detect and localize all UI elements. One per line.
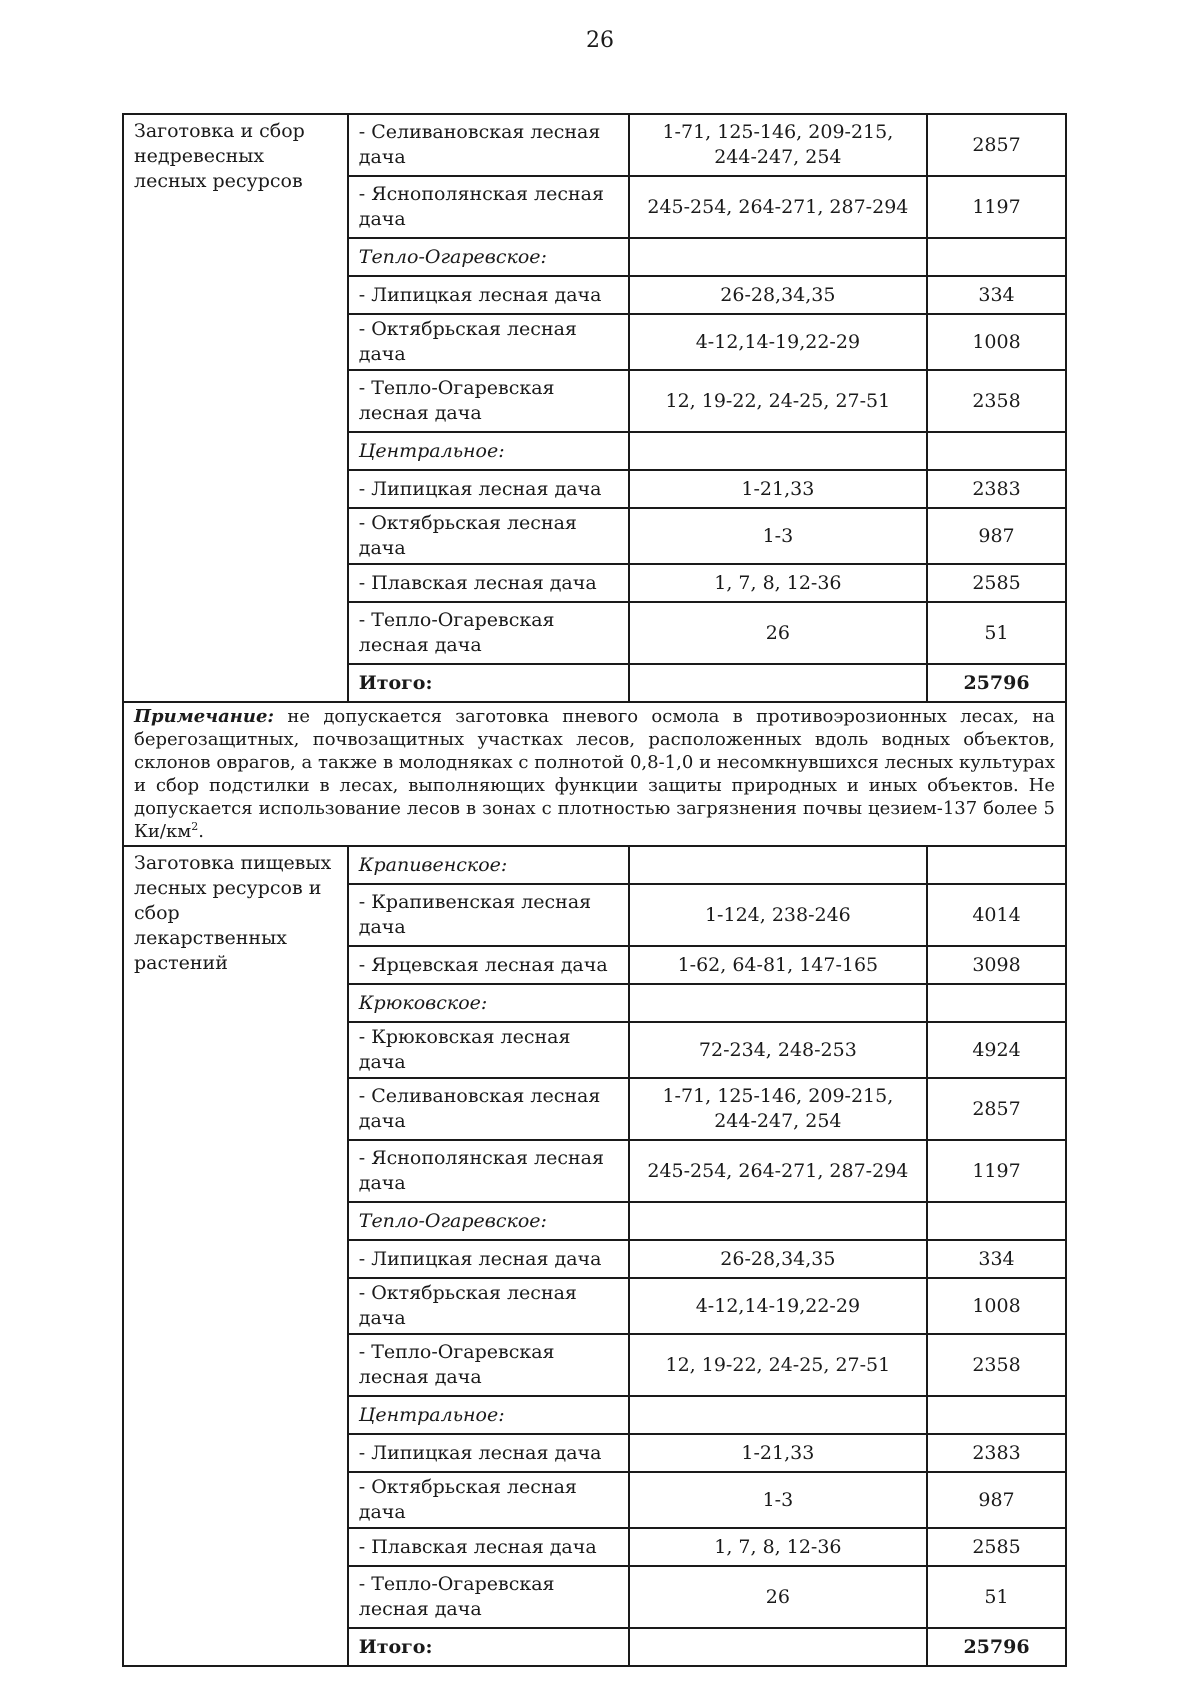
area-cell [927,432,1066,470]
area-cell [927,238,1066,276]
area-cell: 1197 [927,176,1066,238]
total-label-cell: Итого: [348,1628,629,1666]
district-name-cell: Крюковское: [348,984,629,1022]
area-cell: 2358 [927,1334,1066,1396]
quarters-cell: 12, 19-22, 24-25, 27-51 [629,370,927,432]
table-note-section [123,702,1066,846]
quarters-cell: 1-124, 238-246 [629,884,927,946]
activity-cell: Заготовка пищевых лесных ресурсов и сбор лекарственных растений [123,846,348,1666]
quarters-cell [629,1396,927,1434]
area-cell: 334 [927,276,1066,314]
area-cell: 2383 [927,1434,1066,1472]
area-cell: 334 [927,1240,1066,1278]
quarters-cell: 1-3 [629,1472,927,1528]
quarters-cell: 26-28,34,35 [629,276,927,314]
quarters-cell: 72-234, 248-253 [629,1022,927,1078]
area-cell: 2585 [927,564,1066,602]
area-cell [927,846,1066,884]
area-cell: 1008 [927,1278,1066,1334]
table-row [123,114,1066,176]
total-area-cell: 25796 [927,1628,1066,1666]
forest-dacha-cell: - Крапивенская лесная дача [348,884,629,946]
area-cell [927,1396,1066,1434]
quarters-cell: 1-3 [629,508,927,564]
quarters-cell: 4-12,14-19,22-29 [629,314,927,370]
quarters-cell [629,1202,927,1240]
area-cell: 51 [927,1566,1066,1628]
area-cell: 4924 [927,1022,1066,1078]
forest-dacha-cell: - Октябрьская лесная дача [348,1472,629,1528]
forest-dacha-cell: - Тепло-Огаревская лесная дача [348,1566,629,1628]
note-text: не допускается заготовка пневого осмола в противоэрозионных лесах, на берегозащитных, почвозащитных участках лесов, расположенных вдоль водных объектов, склонов оврагов, а также в молодняках с полнотой 0,8-1,0 и несомкнувшихся лесных культурах и сбор подстилки в лесах, выполняющих функции защиты природных и иных объектов. Не допускается использование лесов в зонах с плотностью загрязнения почвы цезием-137 более 5 Ки/км [134,706,1055,842]
forest-dacha-cell: - Крюковская лесная дача [348,1022,629,1078]
district-name-cell: Тепло-Огаревское: [348,1202,629,1240]
quarters-cell [629,1628,927,1666]
forest-dacha-cell: - Плавская лесная дача [348,1528,629,1566]
quarters-cell: 245-254, 264-271, 287-294 [629,176,927,238]
forest-dacha-cell: - Октябрьская лесная дача [348,1278,629,1334]
quarters-cell: 26-28,34,35 [629,1240,927,1278]
table-block-non-timber [123,114,1066,702]
note-row [123,702,1066,846]
area-cell: 987 [927,1472,1066,1528]
quarters-cell: 1-62, 64-81, 147-165 [629,946,927,984]
forest-dacha-cell: - Липицкая лесная дача [348,276,629,314]
forest-use-table [122,113,1067,1667]
area-cell: 3098 [927,946,1066,984]
quarters-cell [629,664,927,702]
area-cell: 1008 [927,314,1066,370]
area-cell: 2857 [927,114,1066,176]
forest-dacha-cell: - Плавская лесная дача [348,564,629,602]
forest-dacha-cell: - Яснополянская лесная дача [348,1140,629,1202]
activity-cell: Заготовка и сбор недревесных лесных ресурсов [123,114,348,702]
area-cell: 987 [927,508,1066,564]
quarters-cell: 4-12,14-19,22-29 [629,1278,927,1334]
forest-dacha-cell: - Тепло-Огаревская лесная дача [348,602,629,664]
table-block-food-resources [123,846,1066,1666]
forest-dacha-cell: - Октябрьская лесная дача [348,314,629,370]
area-cell: 2585 [927,1528,1066,1566]
quarters-cell: 1-71, 125-146, 209-215, 244-247, 254 [629,1078,927,1140]
forest-dacha-cell: - Ярцевская лесная дача [348,946,629,984]
quarters-cell: 26 [629,1566,927,1628]
quarters-cell: 245-254, 264-271, 287-294 [629,1140,927,1202]
section-row [123,846,1066,884]
forest-dacha-cell: - Липицкая лесная дача [348,470,629,508]
quarters-cell: 26 [629,602,927,664]
area-cell: 2857 [927,1078,1066,1140]
quarters-cell: 1-21,33 [629,1434,927,1472]
forest-dacha-cell: - Липицкая лесная дача [348,1240,629,1278]
district-name-cell: Крапивенское: [348,846,629,884]
note-tail: . [198,821,204,842]
note-cell [123,702,1066,846]
quarters-cell: 1, 7, 8, 12-36 [629,1528,927,1566]
area-cell [927,984,1066,1022]
area-cell: 1197 [927,1140,1066,1202]
total-area-cell: 25796 [927,664,1066,702]
quarters-cell [629,846,927,884]
page-number: 26 [586,28,614,53]
district-name-cell: Центральное: [348,432,629,470]
district-name-cell: Тепло-Огаревское: [348,238,629,276]
area-cell: 2383 [927,470,1066,508]
note-superscript: 2 [191,820,199,833]
area-cell: 51 [927,602,1066,664]
note-label: Примечание: [134,706,275,727]
quarters-cell: 1-71, 125-146, 209-215, 244-247, 254 [629,114,927,176]
quarters-cell [629,984,927,1022]
forest-dacha-cell: - Селивановская лесная дача [348,1078,629,1140]
area-cell [927,1202,1066,1240]
forest-dacha-cell: - Яснополянская лесная дача [348,176,629,238]
district-name-cell: Центральное: [348,1396,629,1434]
quarters-cell: 1, 7, 8, 12-36 [629,564,927,602]
total-label-cell: Итого: [348,664,629,702]
area-cell: 2358 [927,370,1066,432]
forest-dacha-cell: - Тепло-Огаревская лесная дача [348,1334,629,1396]
quarters-cell [629,238,927,276]
quarters-cell: 12, 19-22, 24-25, 27-51 [629,1334,927,1396]
forest-dacha-cell: - Тепло-Огаревская лесная дача [348,370,629,432]
area-cell: 4014 [927,884,1066,946]
quarters-cell: 1-21,33 [629,470,927,508]
forest-dacha-cell: - Октябрьская лесная дача [348,508,629,564]
forest-dacha-cell: - Селивановская лесная дача [348,114,629,176]
forest-dacha-cell: - Липицкая лесная дача [348,1434,629,1472]
quarters-cell [629,432,927,470]
